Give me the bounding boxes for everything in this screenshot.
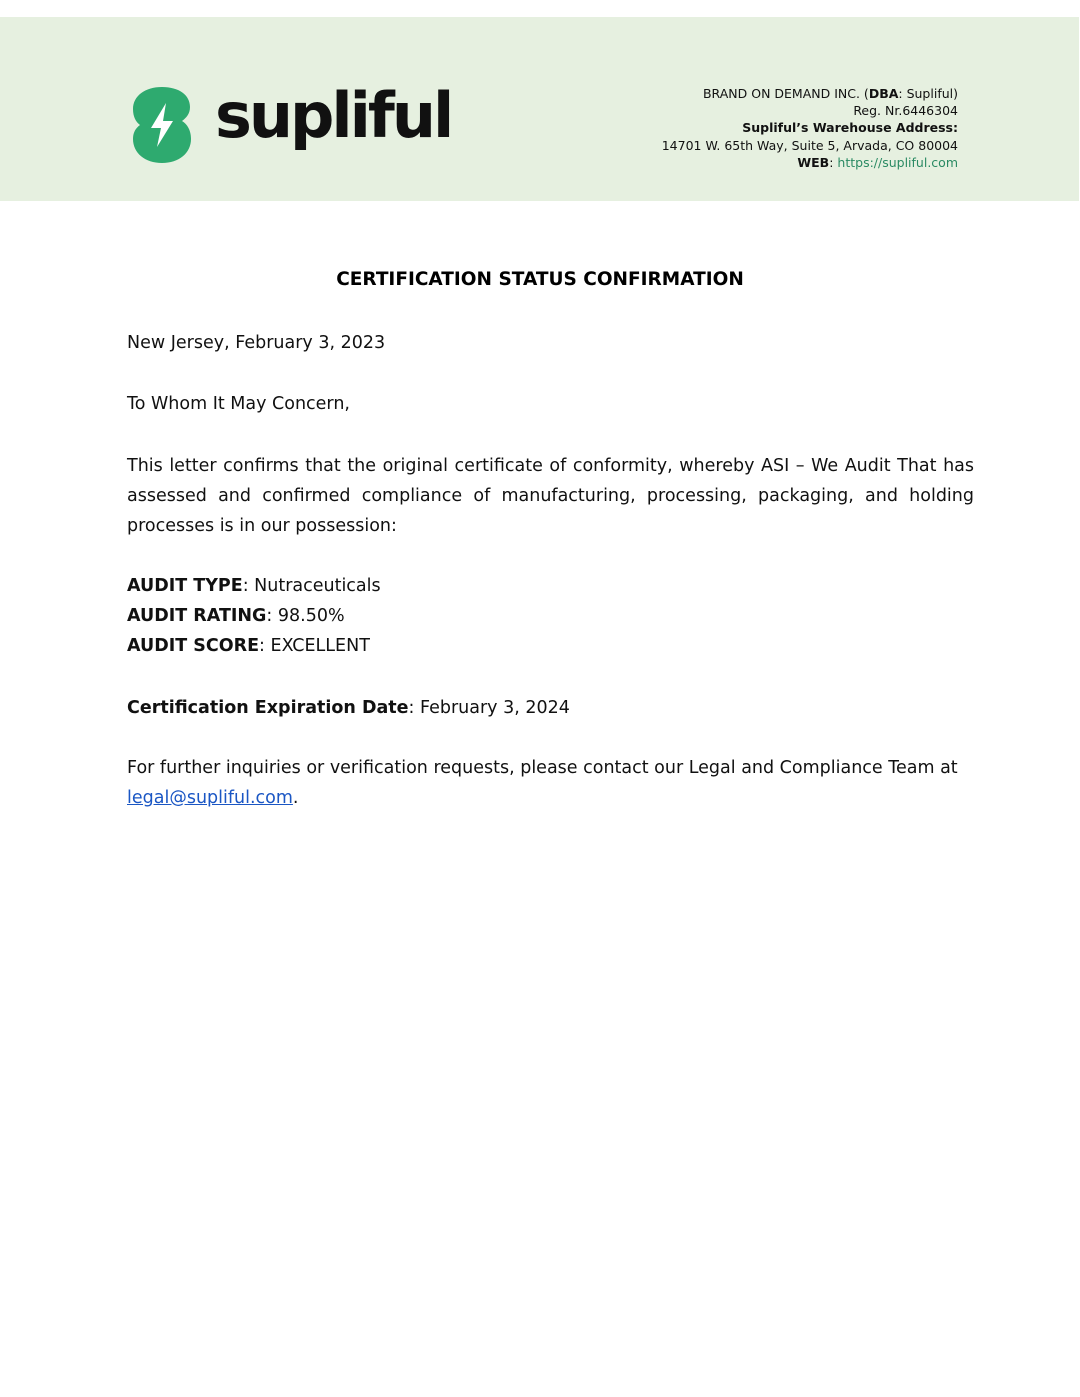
audit-type-label: AUDIT TYPE <box>127 576 243 596</box>
expiration-line <box>127 693 974 723</box>
contact-paragraph <box>127 753 974 813</box>
audit-rating-line <box>127 601 974 631</box>
contact-email-link[interactable]: legal@supliful.com <box>127 788 293 808</box>
registration-number: Reg. Nr.6446304 <box>853 103 958 119</box>
warehouse-address: 14701 W. 65th Way, Suite 5, Arvada, CO 80004 <box>661 137 958 153</box>
salutation: To Whom It May Concern, <box>127 394 350 414</box>
expiration-label: Certification Expiration Date <box>127 698 409 718</box>
audit-rating-value: : 98.50% <box>266 606 345 626</box>
audit-rating-label: AUDIT RATING <box>127 606 267 626</box>
web-separator: : <box>829 154 838 170</box>
contact-end: . <box>292 788 299 808</box>
contact-text: For further inquiries or verification requests, please contact our Legal and Compliance Team at <box>127 758 958 778</box>
dba-value: : Supliful) <box>898 86 958 101</box>
dba-label: DBA <box>868 86 899 101</box>
company-name: BRAND ON DEMAND INC. ( <box>702 86 869 101</box>
company-name-line <box>662 85 958 102</box>
audit-score-value: : EXCELLENT <box>259 636 370 656</box>
warehouse-label: Supliful’s Warehouse Address: <box>742 120 958 136</box>
audit-type-line <box>127 571 974 601</box>
company-info <box>662 85 958 171</box>
supliful-logo-mark-icon <box>133 87 191 163</box>
website-link[interactable]: https://supliful.com <box>837 154 958 170</box>
supliful-logo <box>133 70 452 162</box>
document-title: CERTIFICATION STATUS CONFIRMATION <box>336 269 744 290</box>
audit-details <box>127 571 974 661</box>
place-and-date: New Jersey, February 3, 2023 <box>127 333 386 353</box>
body-paragraph: This letter confirms that the original certificate of conformity, whereby ASI – We Audit That has assessed and confirmed compliance of manufacturing, processing, packaging, and holding processes is in our possession: <box>127 456 974 536</box>
web-line <box>662 154 958 171</box>
expiration-value: : February 3, 2024 <box>408 698 570 718</box>
letterhead <box>0 17 1079 201</box>
audit-type-value: : Nutraceuticals <box>242 576 381 596</box>
audit-score-label: AUDIT SCORE <box>127 636 260 656</box>
logo-wordmark: supliful <box>215 79 452 152</box>
audit-score-line <box>127 631 974 661</box>
web-label: WEB <box>797 154 830 170</box>
